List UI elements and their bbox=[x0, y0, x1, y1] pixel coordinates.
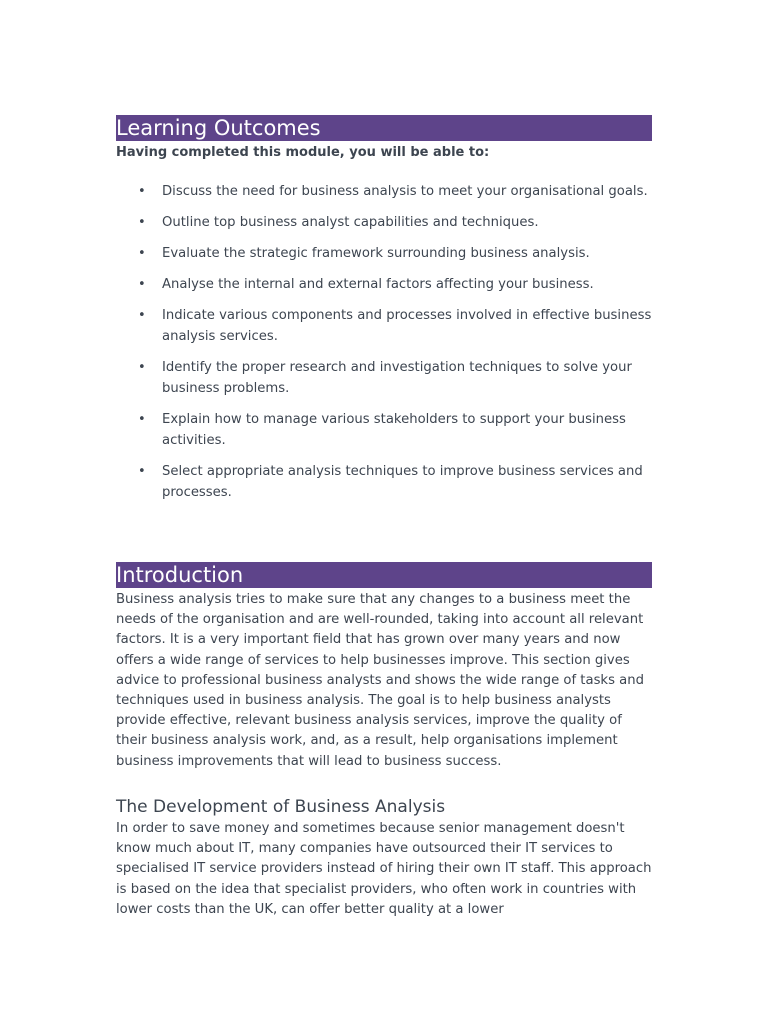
list-item-text: Indicate various components and processes involved in effective business analysis services. bbox=[162, 308, 652, 344]
list-item bbox=[116, 357, 656, 399]
list-item bbox=[116, 305, 656, 347]
development-subheading: The Development of Business Analysis bbox=[116, 797, 446, 817]
bullet-icon: • bbox=[138, 360, 146, 375]
introduction-paragraph: Business analysis tries to make sure that any changes to a business meet the needs of the organisation and are well-rounded, taking into account all relevant factors. It is a very important field that has grown over many years and now offers a wide range of services to help businesses improve. This section gives advice to professional business analysts and shows the wide range of tasks and techniques used in business analysis. The goal is to help business analysts provide effective, relevant business analysis services, improve the quality of their business analysis work, and, as a result, help organisations implement business improvements that will lead to business success. bbox=[116, 592, 644, 769]
list-item-text: Select appropriate analysis techniques to improve business services and processes. bbox=[162, 464, 643, 500]
list-item-text: Analyse the internal and external factors affecting your business. bbox=[162, 277, 594, 292]
list-item bbox=[116, 243, 656, 264]
list-item-text: Identify the proper research and investigation techniques to solve your business problems. bbox=[162, 360, 632, 396]
list-item bbox=[116, 274, 656, 295]
list-item-text: Outline top business analyst capabilities and techniques. bbox=[162, 215, 539, 230]
list-item bbox=[116, 409, 656, 451]
list-item bbox=[116, 461, 656, 503]
bullet-icon: • bbox=[138, 246, 146, 261]
bullet-icon: • bbox=[138, 215, 146, 230]
bullet-icon: • bbox=[138, 184, 146, 199]
list-item bbox=[116, 212, 656, 233]
bullet-icon: • bbox=[138, 277, 146, 292]
list-item-text: Evaluate the strategic framework surrounding business analysis. bbox=[162, 246, 590, 261]
list-item-text: Explain how to manage various stakeholders to support your business activities. bbox=[162, 412, 626, 448]
bullet-icon: • bbox=[138, 412, 146, 427]
list-item bbox=[116, 181, 656, 202]
learning-outcomes-list bbox=[116, 181, 656, 513]
development-paragraph: In order to save money and sometimes because senior management doesn't know much about IT, many companies have outsourced their IT services to specialised IT service providers instead of hiring their own IT staff. This approach is based on the idea that specialist providers, who often work in countries with lower costs than the UK, can offer better quality at a lower bbox=[116, 821, 652, 917]
introduction-heading: Introduction bbox=[116, 562, 652, 588]
bullet-icon: • bbox=[138, 464, 146, 479]
bullet-icon: • bbox=[138, 308, 146, 323]
list-item-text: Discuss the need for business analysis to meet your organisational goals. bbox=[162, 184, 648, 199]
learning-outcomes-lead: Having completed this module, you will be able to: bbox=[116, 145, 490, 160]
learning-outcomes-heading: Learning Outcomes bbox=[116, 115, 652, 141]
